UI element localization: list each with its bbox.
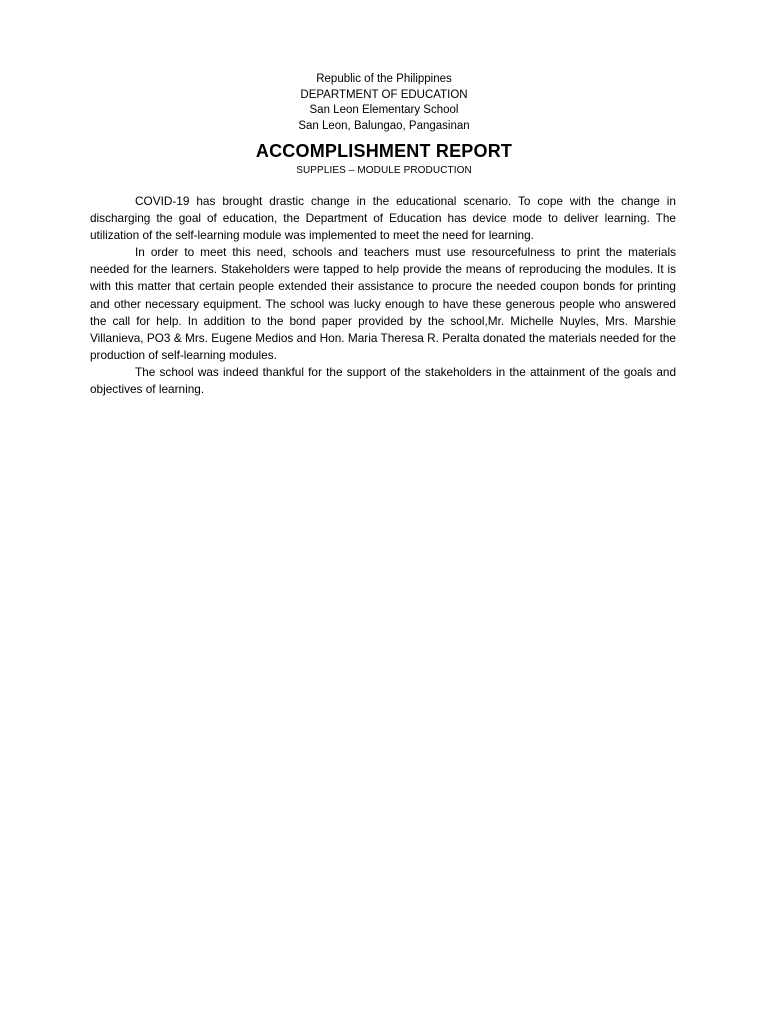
letterhead-school: San Leon Elementary School bbox=[309, 104, 459, 116]
letterhead-department: DEPARTMENT OF EDUCATION bbox=[300, 88, 468, 101]
letterhead bbox=[0, 72, 768, 134]
report-title: ACCOMPLISHMENT REPORT bbox=[255, 141, 513, 161]
paragraph: COVID-19 has brought drastic change in the educational scenario. To cope with the change in discharging the goal of education, the Department of Education has device mode to deliver learning. The utilization of the self-learning module was implemented to meet the need for learning. bbox=[90, 194, 676, 243]
report-body bbox=[90, 193, 676, 398]
paragraph: The school was indeed thankful for the support of the stakeholders in the attainment of the goals and objectives of learning. bbox=[90, 364, 676, 397]
report-subtitle: SUPPLIES – MODULE PRODUCTION bbox=[296, 165, 472, 176]
letterhead-republic: Republic of the Philippines bbox=[316, 73, 452, 85]
paragraph: In order to meet this need, schools and teachers must use resourcefulness to print the materials needed for the learners. Stakeholders were tapped to help provide the means of reproducing the modules. It is with this matter that certain people extended their assistance to procure the needed coupon bonds for printing and other necessary equipment. The school was lucky enough to have these generous people who answered the call for help. In addition to the bond paper provided by the school,Mr. Michelle Nuyles, Mrs. Marshie Villanieva, PO3 & Mrs. Eugene Medios and Hon. Maria Theresa R. Peralta donated the materials needed for the production of self-learning modules. bbox=[90, 245, 676, 362]
letterhead-address: San Leon, Balungao, Pangasinan bbox=[298, 119, 470, 132]
